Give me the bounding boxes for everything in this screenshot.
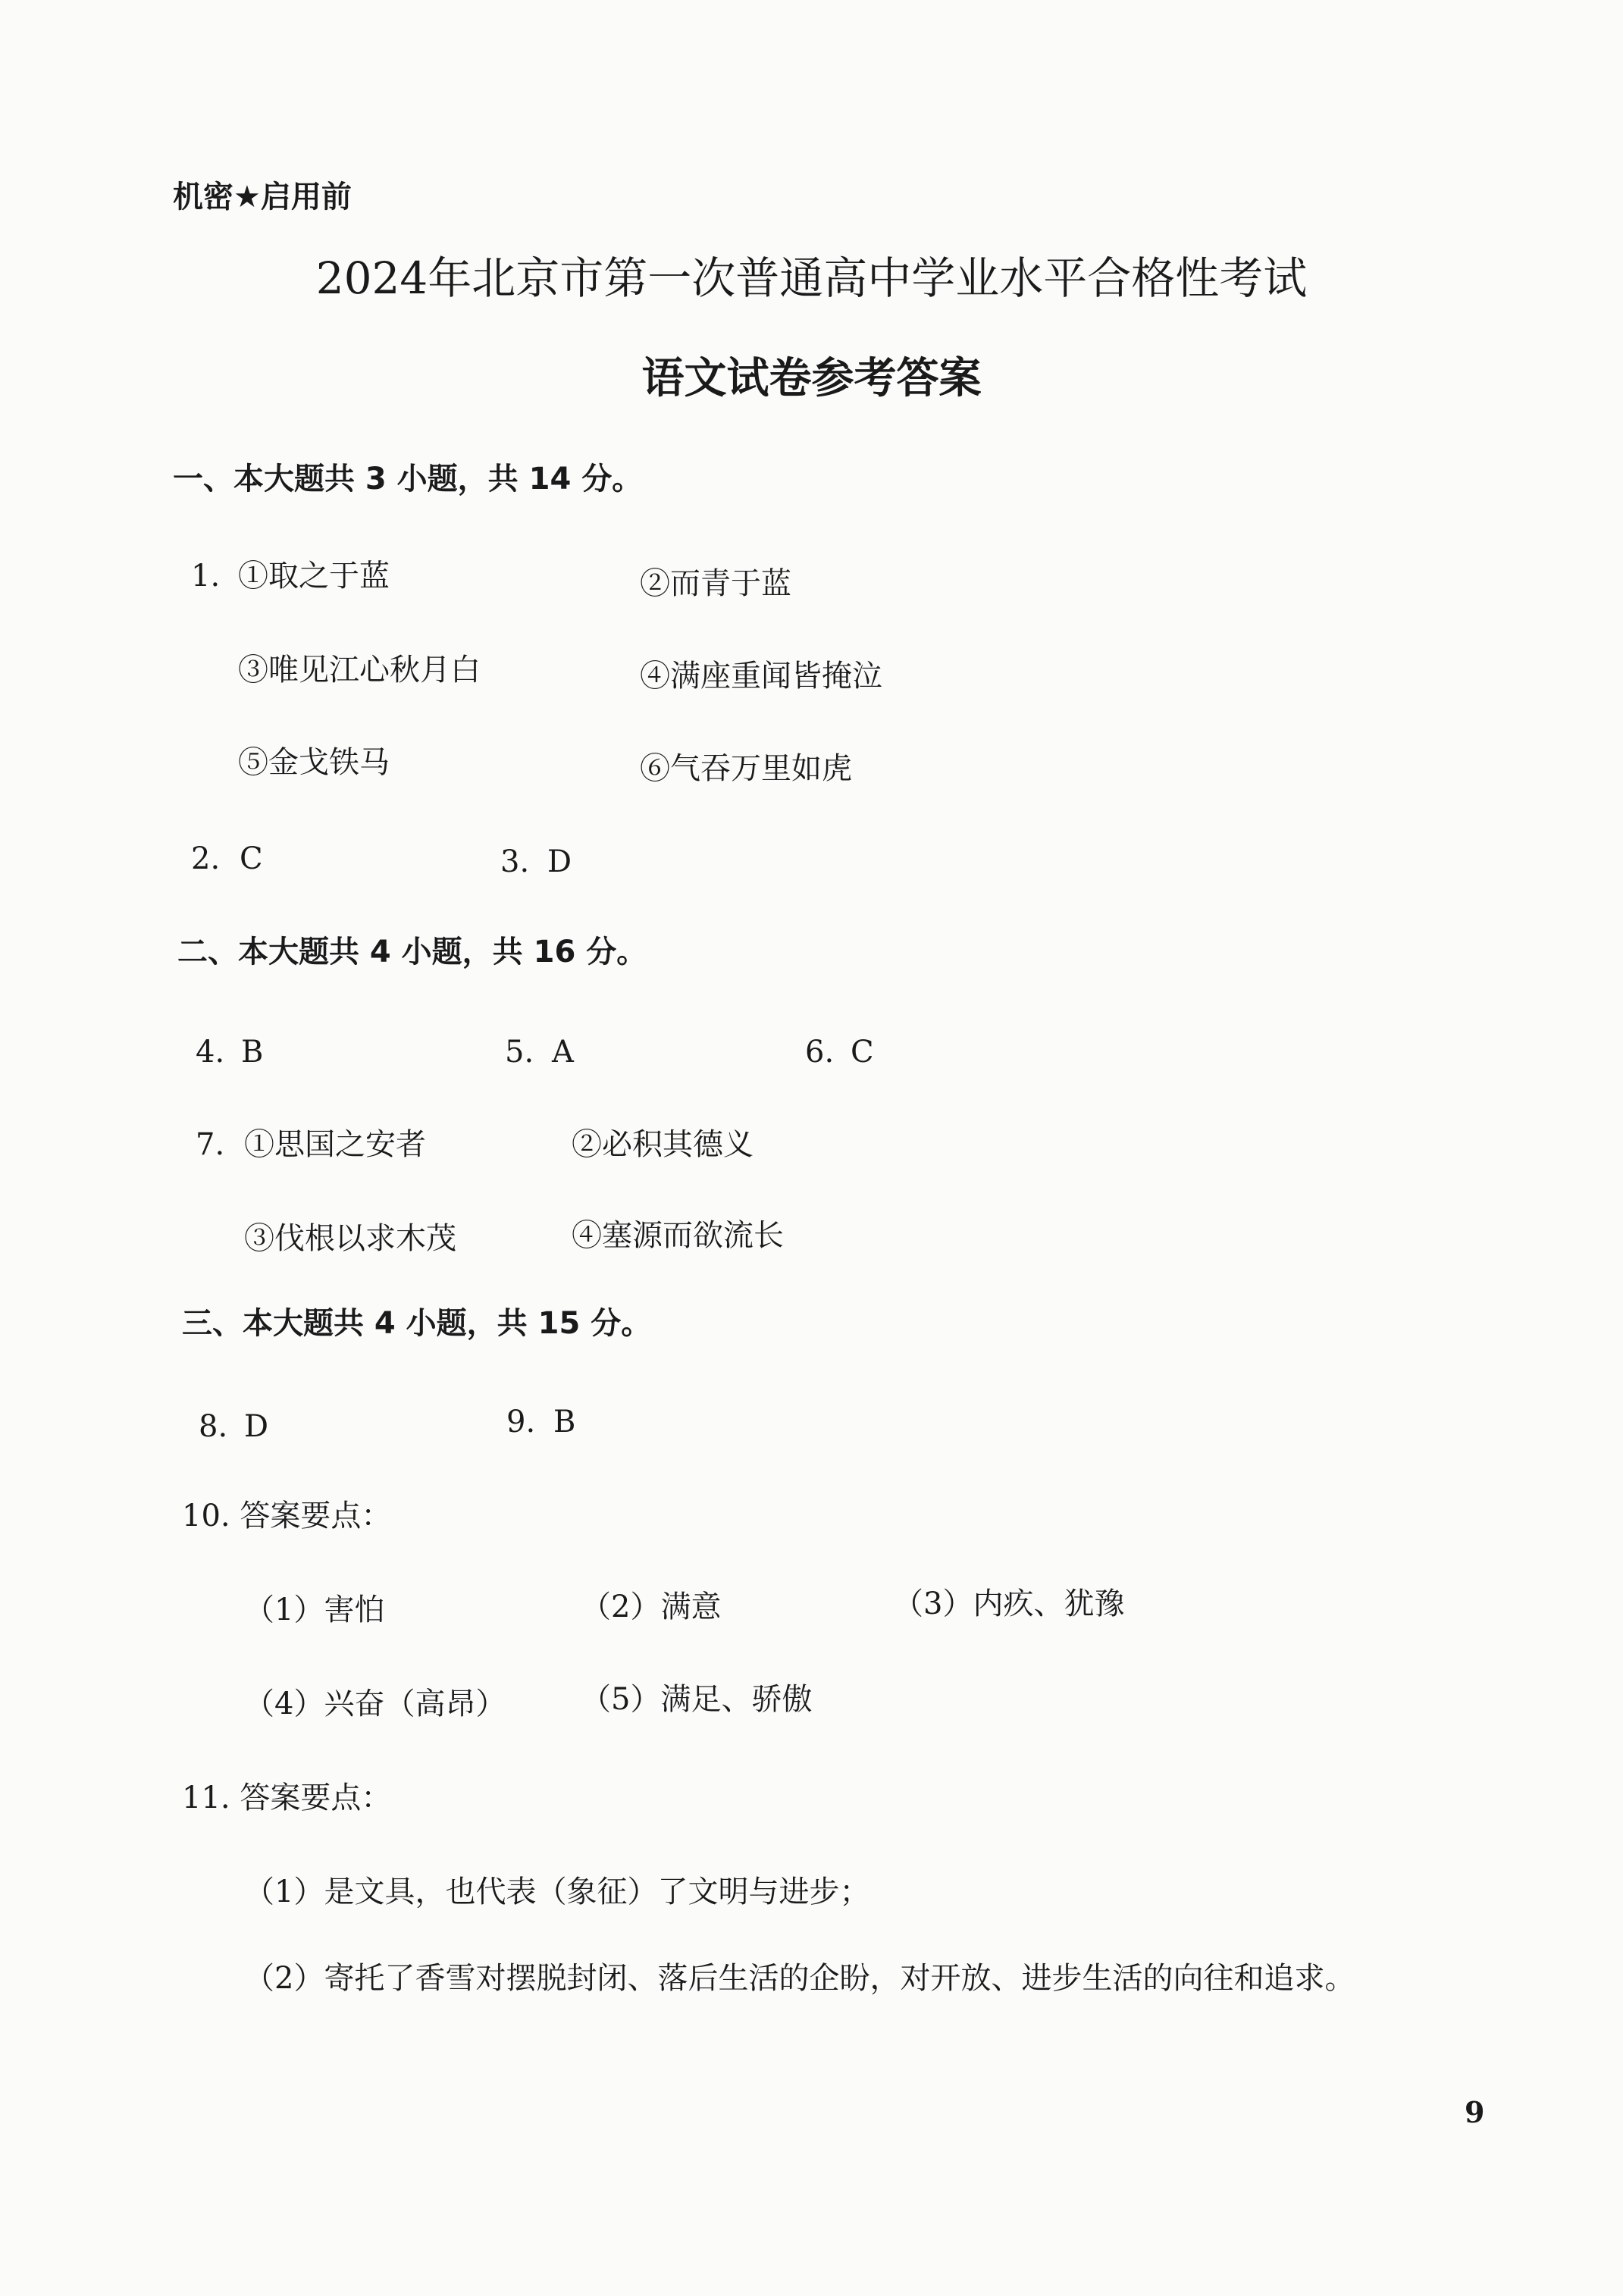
q3-answer: D <box>547 844 572 879</box>
q6-answer: C <box>851 1035 874 1070</box>
q10-label: 10. 答案要点： <box>182 1499 392 1533</box>
answer-key-title: 语文试卷参考答案 <box>641 354 982 403</box>
q7-answer-4: ④塞源而欲流长 <box>572 1218 784 1253</box>
section-2-heading: 二、本大题共 4 小题，共 16 分。 <box>177 935 647 969</box>
q11-label: 11. 答案要点： <box>182 1781 392 1815</box>
q1-answer-5: ⑤金戈铁马 <box>238 745 390 780</box>
q7-answer-2: ②必积其德义 <box>572 1127 754 1162</box>
section-1-heading: 一、本大题共 3 小题，共 14 分。 <box>173 462 643 496</box>
q4-answer: B <box>241 1035 264 1070</box>
q1-answer-4: ④满座重闻皆掩泣 <box>640 659 882 694</box>
q10-point-5: （5）满足、骄傲 <box>581 1682 813 1717</box>
q9-number: 9. <box>506 1405 536 1439</box>
q9-answer: B <box>553 1405 576 1439</box>
page-number: 9 <box>1465 2095 1485 2129</box>
q10-point-3: （3）内疚、犹豫 <box>893 1587 1125 1621</box>
q7-answer-1: ①思国之安者 <box>244 1127 426 1162</box>
exam-title: 2024年北京市第一次普通高中学业水平合格性考试 <box>315 252 1308 304</box>
q10-point-2: （2）满意 <box>581 1590 722 1624</box>
confidential-label: 机密★启用前 <box>173 180 352 215</box>
q10-point-4: （4）兴奋（高昂） <box>244 1687 506 1721</box>
q11-point-1: （1）是文具，也代表（象征）了文明与进步； <box>244 1875 870 1909</box>
q3-number: 3. <box>500 844 530 879</box>
q8-number: 8. <box>199 1409 228 1444</box>
q2-answer: C <box>240 841 263 876</box>
q4-number: 4. <box>196 1035 225 1070</box>
q2-number: 2. <box>191 841 221 876</box>
q1-answer-6: ⑥气吞万里如虎 <box>640 751 852 786</box>
q7-answer-3: ③伐根以求木茂 <box>244 1221 456 1256</box>
q8-answer: D <box>244 1409 269 1444</box>
q5-number: 5. <box>505 1035 534 1070</box>
q11-point-2: （2）寄托了香雪对摆脱封闭、落后生活的企盼，对开放、进步生活的向往和追求。 <box>244 1961 1355 1996</box>
q6-number: 6. <box>805 1035 835 1070</box>
q1-answer-2: ②而青于蓝 <box>640 566 791 601</box>
q1-answer-1: ①取之于蓝 <box>238 559 390 594</box>
q10-point-1: （1）害怕 <box>244 1593 385 1627</box>
q5-answer: A <box>552 1035 574 1070</box>
q1-number: 1. <box>191 559 221 594</box>
section-3-heading: 三、本大题共 4 小题，共 15 分。 <box>182 1306 652 1341</box>
q1-answer-3: ③唯见江心秋月白 <box>238 653 481 688</box>
q7-number: 7. <box>196 1127 225 1162</box>
